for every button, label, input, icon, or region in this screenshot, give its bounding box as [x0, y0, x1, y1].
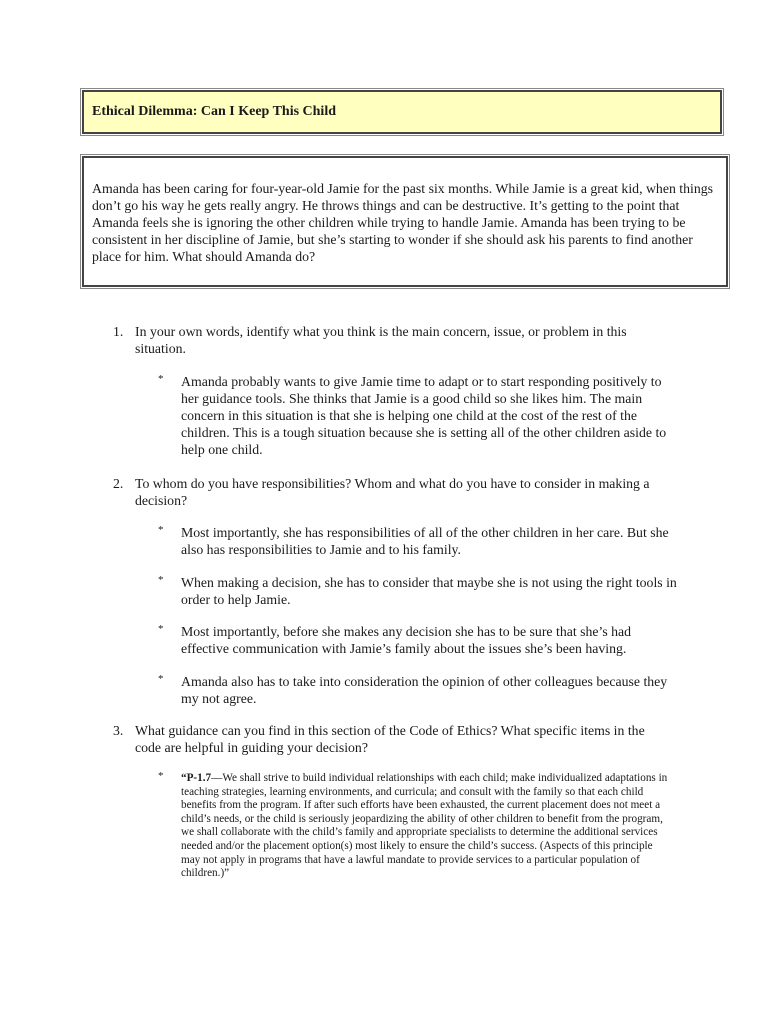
- answer-2-1: [158, 524, 678, 558]
- scenario-box: [82, 156, 728, 287]
- question-2: [113, 475, 673, 509]
- bullet-star-icon: *: [158, 524, 164, 536]
- bullet-star-icon: *: [158, 623, 164, 635]
- bullet-star-icon: *: [158, 373, 164, 385]
- answer-1-1: [158, 373, 678, 458]
- bullet-star-icon: *: [158, 770, 164, 782]
- title-box: [82, 90, 722, 134]
- question-1: [113, 323, 673, 357]
- answer-text: Most importantly, she has responsibilities of all of the other children in her care. But she also has responsibilities to Jamie and to his family.: [181, 525, 669, 557]
- code-reference: “P-1.7: [181, 772, 212, 784]
- code-quote-text: —We shall strive to build individual relationships with each child; make individualized adaptations in teaching strategies, learning environments, and curricula; and consult with the family so that each child benefits from the program. If after such efforts have been exhausted, the current placement does not meet a child’s needs, or the child is seriously jeopardizing the ability of other children to benefit from the program, we shall collaborate with the child’s family and appropriate specialists to determine the additional services needed and/or the placement option(s) most likely to ensure the child’s success. (Aspects of this principle may not apply in programs that have a lawful mandate to provide services to a particular population of children.)”: [181, 772, 668, 880]
- answer-text: Amanda also has to take into consideration the opinion of other colleagues because they my not agree.: [181, 674, 668, 706]
- page-title: Ethical Dilemma: Can I Keep This Child: [92, 104, 336, 119]
- answer-text: When making a decision, she has to consider that maybe she is not using the right tools in order to help Jamie.: [181, 575, 677, 607]
- code-quote: [158, 772, 674, 881]
- answer-2-4: [158, 673, 678, 707]
- scenario-text: Amanda has been caring for four-year-old Jamie for the past six months. While Jamie is a great kid, when things don’t go his way he gets really angry. He throws things and can be destructive. It’s getting to the point that Amanda feels she is ignoring the other children while trying to handle Jamie. Amanda has been trying to be consistent in her discipline of Jamie, but she’s starting to wonder if she should ask his parents to find another place for him. What should Amanda do?: [92, 181, 714, 264]
- code-quote-body: [181, 772, 674, 881]
- bullet-star-icon: *: [158, 574, 164, 586]
- answer-text: Amanda probably wants to give Jamie time to adapt or to start responding positively to her guidance tools. She thinks that Jamie is a good child so she likes him. The main concern in this situation is that she is helping one child at the cost of the rest of the children. This is a tough situation because she is setting all of the other children aside to help one child.: [181, 374, 667, 457]
- question-3: [113, 722, 673, 756]
- answer-2-3: [158, 623, 678, 657]
- answer-text: Most importantly, before she makes any decision she has to be sure that she’s had effective communication with Jamie’s family about the issues she’s been having.: [181, 624, 632, 656]
- question-text: To whom do you have responsibilities? Whom and what do you have to consider in making a decision?: [135, 476, 650, 508]
- question-text: In your own words, identify what you think is the main concern, issue, or problem in this situation.: [135, 324, 627, 356]
- question-text: What guidance can you find in this section of the Code of Ethics? What specific items in the code are helpful in guiding your decision?: [135, 723, 645, 755]
- bullet-star-icon: *: [158, 673, 164, 685]
- question-number: 3.: [113, 723, 124, 738]
- question-number: 2.: [113, 476, 124, 491]
- question-number: 1.: [113, 324, 124, 339]
- answer-2-2: [158, 574, 678, 608]
